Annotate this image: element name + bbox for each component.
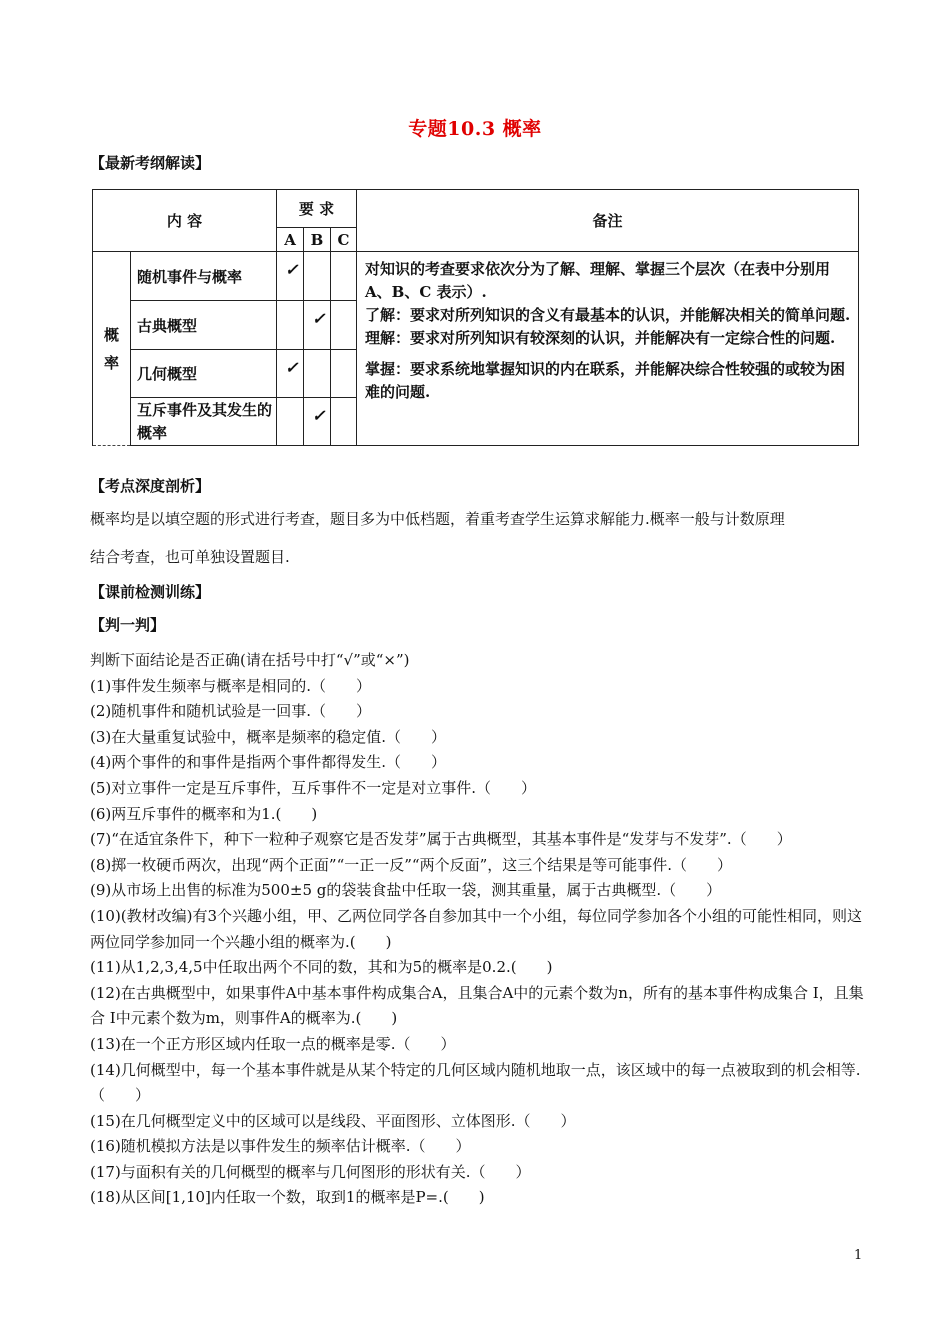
topic-cell: 古典概型 [131, 301, 277, 350]
check-mark: ✓ [312, 309, 326, 328]
category-cell [93, 252, 131, 446]
header-requirement: 要 求 [277, 190, 357, 228]
list-item: (3)在大量重复试验中，概率是频率的稳定值.（ ） [90, 727, 447, 746]
remark-line: 掌握：要求系统地掌握知识的内在联系，并能解决综合性较强的或较为困难的问题. [365, 360, 846, 401]
page-title: 专题10.3 概率 [408, 118, 542, 140]
list-item: (5)对立事件一定是互斥事件，互斥事件不一定是对立事件.（ ） [90, 778, 537, 797]
list-item: (10)(教材改编)有3个兴趣小组，甲、乙两位同学各自参加其中一个小组，每位同学参加各个小组的可能性相同，则这两位同学参加同一个兴趣小组的概率为.( ) [90, 906, 863, 951]
list-item: (12)在古典概型中，如果事件A中基本事件构成集合A，且集合A中的元素个数为n，所有的基本事件构成集合 I，且集合 I中元素个数为m，则事件A的概率为.( ) [90, 983, 864, 1028]
topic-cell: 几何概型 [131, 350, 277, 398]
list-item: (4)两个事件的和事件是指两个事件都得发生.（ ） [90, 753, 447, 772]
check-mark: ✓ [285, 358, 299, 377]
check-cell [277, 252, 304, 301]
section-heading-judge: 【判一判】 [90, 616, 166, 634]
check-cell [331, 350, 357, 398]
topic-cell: 互斥事件及其发生的概率 [131, 398, 277, 446]
list-item: (1)事件发生频率与概率是相同的.（ ） [90, 676, 372, 695]
header-content: 内 容 [93, 190, 277, 252]
list-item: (7)“在适宜条件下，种下一粒种子观察它是否发芽”属于古典概型，其基本事件是“发芽与不发芽”.（ ） [90, 830, 792, 849]
list-item: (8)掷一枚硬币两次，出现“两个正面”“一正一反”“两个反面”，这三个结果是等可能事件.（ ） [90, 855, 733, 874]
category-label: 概率 [103, 325, 119, 372]
analysis-line: 结合考查，也可单独设置题目. [90, 548, 290, 566]
remark-line: 对知识的考查要求依次分为了解、理解、掌握三个层次（在表中分别用 A、B、C 表示）. [365, 260, 831, 301]
topic-cell: 随机事件与概率 [131, 252, 277, 301]
check-mark: ✓ [312, 406, 326, 425]
list-item: (9)从市场上出售的标准为500±5 g的袋装食盐中任取一袋，测其重量，属于古典概型.（ ） [90, 881, 722, 900]
remarks-cell [357, 252, 859, 446]
check-cell [304, 301, 331, 350]
check-cell [277, 398, 304, 446]
level-b-header: B [304, 228, 331, 252]
page-number: 1 [854, 1248, 863, 1263]
section-heading-training: 【课前检测训练】 [90, 583, 211, 601]
list-item: (16)随机模拟方法是以事件发生的频率估计概率.（ ） [90, 1137, 471, 1156]
check-cell [331, 301, 357, 350]
header-remarks: 备注 [357, 190, 859, 252]
judgement-list [90, 648, 870, 1211]
analysis-line: 概率均是以填空题的形式进行考查，题目多为中低档题，着重考查学生运算求解能力.概率一般与计数原理 [90, 510, 785, 528]
list-item: (13)在一个正方形区域内任取一点的概率是零.（ ） [90, 1034, 456, 1053]
remark-line: 了解：要求对所列知识的含义有最基本的认识，并能解决相关的简单问题. [365, 306, 851, 324]
level-a-header: A [277, 228, 304, 252]
list-item: (17)与面积有关的几何概型的概率与几何图形的形状有关.（ ） [90, 1162, 531, 1181]
check-cell [331, 252, 357, 301]
section-heading-analysis: 【考点深度剖析】 [90, 477, 211, 495]
list-item: (2)随机事件和随机试验是一回事.（ ） [90, 702, 372, 721]
section-heading-outline: 【最新考纲解读】 [90, 154, 211, 172]
syllabus-table [92, 189, 859, 446]
list-item: (6)两互斥事件的概率和为1.( ) [90, 804, 318, 823]
list-item: (15)在几何概型定义中的区域可以是线段、平面图形、立体图形.（ ） [90, 1111, 576, 1130]
check-cell [304, 252, 331, 301]
check-mark: ✓ [285, 260, 299, 279]
instruction-text: 判断下面结论是否正确(请在括号中打“√”或“×”) [90, 651, 410, 669]
check-cell [277, 301, 304, 350]
check-cell [277, 350, 304, 398]
list-item: (18)从区间[1,10]内任取一个数，取到1的概率是P=.( ) [90, 1188, 485, 1207]
check-cell [331, 398, 357, 446]
check-cell [304, 398, 331, 446]
check-cell [304, 350, 331, 398]
level-c-header: C [331, 228, 357, 252]
remark-line: 理解：要求对所列知识有较深刻的认识，并能解决有一定综合性的问题. [365, 329, 836, 347]
list-item: (14)几何概型中，每一个基本事件就是从某个特定的几何区域内随机地取一点，该区域中的每一点被取到的机会相等.（ ） [90, 1060, 861, 1105]
list-item: (11)从1,2,3,4,5中任取出两个不同的数，其和为5的概率是0.2.( ) [90, 958, 553, 977]
